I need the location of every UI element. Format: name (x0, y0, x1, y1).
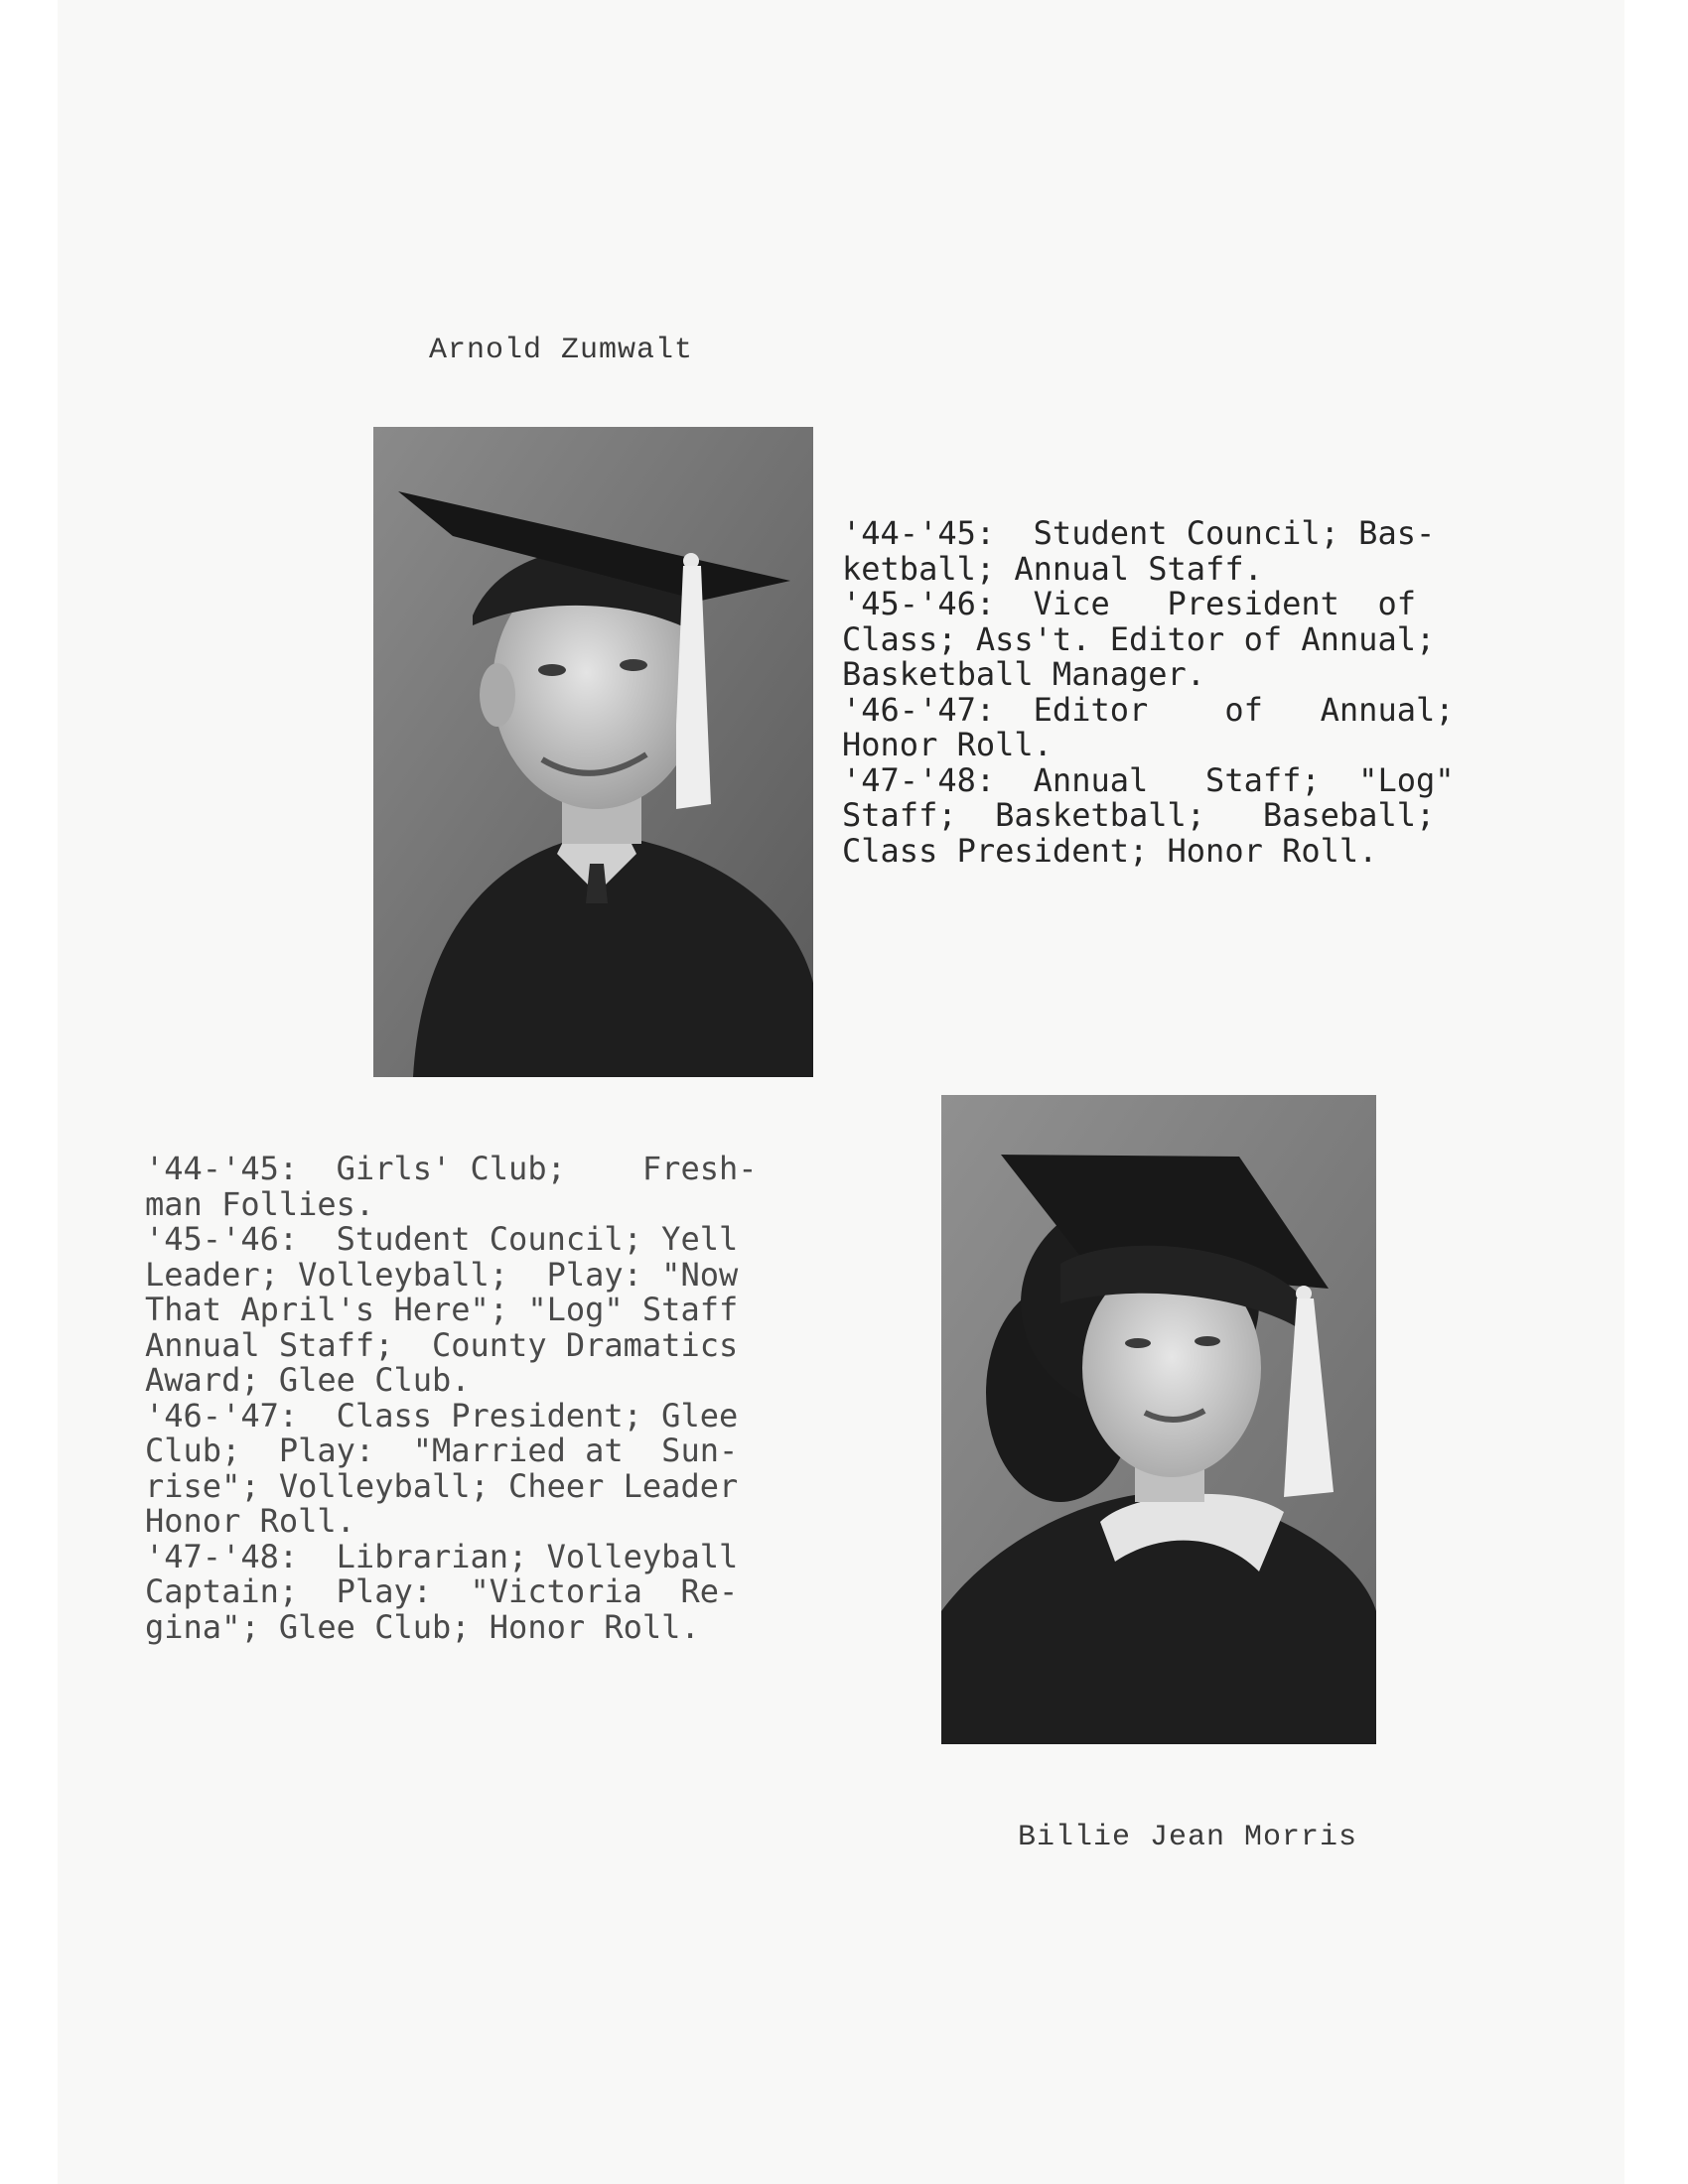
activity-line: man Follies. (145, 1184, 375, 1223)
activity-line: '45-'46: Student Council; Yell (145, 1220, 739, 1258)
activities-arnold (842, 516, 1455, 869)
activity-line: '46-'47: Class President; Glee (145, 1396, 739, 1434)
activity-line: gina"; Glee Club; Honor Roll. (145, 1607, 700, 1646)
activity-line: Award; Glee Club. (145, 1361, 471, 1399)
yearbook-page (58, 0, 1624, 2184)
activity-line: '47-'48: Librarian; Volleyball (145, 1537, 739, 1575)
activity-line: '46-'47: Editor of Annual; (842, 690, 1455, 729)
activity-line: '45-'46: Vice President of (842, 585, 1416, 622)
activity-line: '44-'45: Student Council; Bas- (842, 514, 1436, 552)
activity-line: Annual Staff; County Dramatics (145, 1325, 739, 1364)
activity-line: Basketball Manager. (842, 655, 1206, 693)
activity-line: Honor Roll. (145, 1502, 355, 1540)
activity-line: Staff; Basketball; Baseball; (842, 796, 1436, 834)
portrait-photo-billie-jean (941, 1095, 1376, 1744)
activity-line: '47-'48: Annual Staff; "Log" (842, 760, 1455, 799)
activity-line: That April's Here"; "Log" Staff (145, 1291, 739, 1328)
student-name-arnold: Arnold Zumwalt (429, 334, 694, 367)
portrait-photo-arnold (373, 427, 813, 1077)
activity-line: Club; Play: "Married at Sun- (145, 1432, 739, 1469)
activity-line: ketball; Annual Staff. (842, 549, 1263, 588)
activity-line: Class; Ass't. Editor of Annual; (842, 619, 1436, 658)
activity-line: '44-'45: Girls' Club; Fresh- (145, 1150, 758, 1187)
activity-line: Captain; Play: "Victoria Re- (145, 1572, 739, 1610)
activities-billie-jean (145, 1152, 758, 1645)
activity-line: Honor Roll. (842, 726, 1053, 763)
student-name-billie-jean: Billie Jean Morris (1018, 1821, 1358, 1854)
activity-line: Class President; Honor Roll. (842, 831, 1378, 870)
activity-line: Leader; Volleyball; Play: "Now (145, 1255, 739, 1294)
activity-line: rise"; Volleyball; Cheer Leader (145, 1466, 739, 1505)
